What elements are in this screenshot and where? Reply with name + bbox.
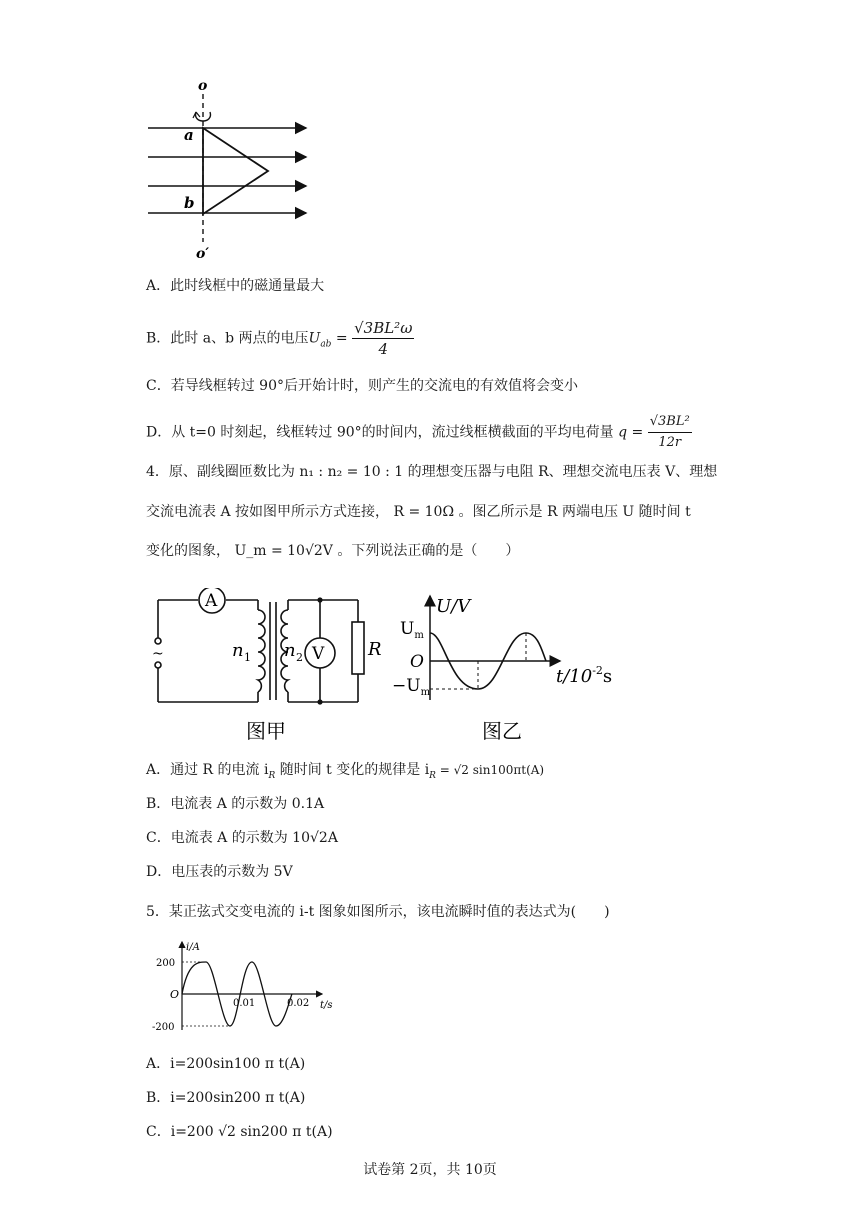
- resistor-r: [352, 622, 364, 674]
- q3-option-b-fraction: [352, 318, 414, 359]
- i-top-tick: 200: [156, 958, 176, 969]
- fig-jia-caption: 图甲: [246, 719, 286, 743]
- page-footer: 试卷第 2页，共 10页: [363, 1162, 497, 1178]
- q3-option-a: A．此时线框中的磁通量最大: [146, 278, 325, 294]
- n2-label: n: [284, 640, 296, 661]
- current-time-graph: [142, 938, 342, 1038]
- label-b: b: [184, 194, 195, 212]
- q4-option-a: [146, 760, 544, 786]
- q3-option-d: [146, 412, 692, 453]
- q4-option-c: C．电流表 A 的示数为 10√2A: [146, 830, 338, 846]
- q5-option-b: B．i=200sin200 π t(A): [146, 1090, 306, 1106]
- n2-sub: 2: [296, 651, 303, 664]
- q3-option-b-text: B．此时 a、b 两点的电压: [146, 330, 309, 347]
- triangle-frame: [203, 128, 268, 214]
- q4-option-a-eq: = √2 sin100πt(A): [435, 763, 545, 777]
- q3-option-d-text: D．从 t=0 时刻起，线框转过 90°的时间内，流过线框横截面的平均电荷量: [146, 424, 614, 441]
- n1-sub: 1: [244, 651, 251, 664]
- q5-stem: 5．某正弦式交变电流的 i-t 图象如图所示，该电流瞬时值的表达式为( ): [146, 904, 610, 920]
- terminal-top: [155, 638, 161, 644]
- q4-option-a-sub: R: [268, 770, 276, 781]
- q3-option-b: B．此时 a、b 两点的电压$U_{ab}$ = $\frac{\text{√3BL²ω}}{4}$: [146, 319, 413, 358]
- transformer-circuit-figure: [148, 588, 388, 748]
- q4-stem-line-1: 4．原、副线圈匝数比为 n₁ : n₂ = 10 : 1 的理想变压器与电阻 R、理想交流电压表 V、理想: [146, 464, 718, 480]
- i-bottom-tick: -200: [152, 1022, 175, 1033]
- voltmeter-label: V: [312, 644, 325, 664]
- i-axis-label: i/A: [186, 942, 200, 953]
- q4-option-a-text: A．通过 R 的电流 i: [146, 762, 269, 778]
- q5-option-a: A．i=200sin100 π t(A): [146, 1056, 306, 1072]
- voltage-time-graph: [392, 588, 632, 748]
- i-origin: O: [170, 988, 180, 1001]
- neg-um-label: $-U_m$: [392, 676, 431, 698]
- label-a: a: [184, 126, 194, 144]
- q3-option-c: C．若导线框转过 90°后开始计时，则产生的交流电的有效值将会变小: [146, 378, 578, 394]
- q4-stem-line-2: 交流电流表 A 按如图甲所示方式连接， R = 10Ω 。图乙所示是 R 两端电压 U 随时间 t: [146, 504, 691, 520]
- field-lines: [148, 128, 306, 213]
- x-axis-label: $t/10^{-2}s$: [556, 664, 613, 687]
- fig-yi-caption: 图乙: [482, 719, 522, 743]
- q3-option-b-den: 4: [378, 340, 389, 358]
- q3-option-b-lhs: U: [308, 330, 321, 347]
- n1-label: n: [232, 640, 244, 661]
- ac-source-symbol: ~: [152, 646, 164, 662]
- q3-option-b-sub: ab: [320, 339, 332, 350]
- label-o-bottom: o′: [196, 246, 210, 262]
- q4-option-a-sub2: R: [429, 770, 436, 781]
- q4-option-b: B．电流表 A 的示数为 0.1A: [146, 796, 325, 812]
- q5-option-c: C．i=200 √2 sin200 π t(A): [146, 1124, 333, 1140]
- resistor-label: R: [368, 639, 382, 660]
- q3-option-d-num: √3BL²: [648, 412, 692, 433]
- q3-option-d-den: 12r: [658, 435, 682, 450]
- q4-option-d: D．电压表的示数为 5V: [146, 864, 293, 880]
- y-axis-label: U/V: [436, 596, 471, 617]
- q3-option-d-fraction: [648, 412, 692, 453]
- terminal-bottom: [155, 662, 161, 668]
- primary-coil: [258, 610, 265, 692]
- um-label: $U_m$: [400, 619, 424, 641]
- i-x-tick-2: 0.02: [287, 998, 310, 1009]
- label-o-top: o: [198, 78, 208, 94]
- q4-option-a-tail: 随时间 t 变化的规律是 i: [275, 762, 430, 778]
- ammeter-label: A: [205, 591, 218, 611]
- triangle-frame-figure: [140, 74, 320, 264]
- q4-stem-line-3: 变化的图象， U_m = 10√2V 。下列说法正确的是（ ）: [146, 543, 520, 559]
- q3-option-b-num: √3BL²ω: [354, 319, 413, 337]
- i-x-tick-1: 0.01: [233, 998, 256, 1009]
- origin-label: O: [410, 652, 424, 672]
- t-axis-label: t/s: [320, 1000, 333, 1011]
- q3-option-d-lhs: q =: [618, 424, 644, 441]
